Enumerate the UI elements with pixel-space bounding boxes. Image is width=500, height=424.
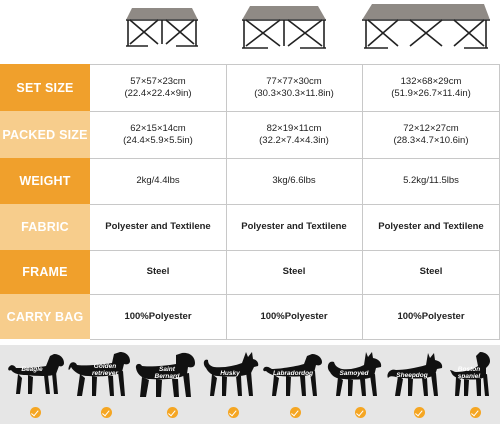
fabric-row: [0, 204, 500, 250]
check-icon: [228, 407, 239, 418]
table-cell: [90, 64, 226, 111]
packed-size-row: [0, 111, 500, 158]
grid-line: [226, 64, 227, 339]
cell-line: Steel: [282, 266, 306, 277]
small-bed-image: [118, 0, 206, 62]
set-size-row: [0, 64, 500, 111]
cell-line: Polyester and Textilene: [378, 221, 484, 232]
grid-line: [90, 294, 500, 295]
table-cell: [226, 158, 362, 204]
table-cell: [362, 204, 500, 250]
set-size-label: SET SIZE: [0, 64, 90, 111]
table-cell: [90, 111, 226, 158]
grid-line: [90, 339, 500, 340]
carry-bag-row: [0, 294, 500, 339]
table-cell: [226, 64, 362, 111]
table-cell: [90, 250, 226, 294]
cell-line: Steel: [419, 266, 443, 277]
frame-label: FRAME: [0, 250, 90, 294]
beagle-silhouette-icon: [6, 350, 66, 402]
cell-line: Polyester and Textilene: [105, 221, 211, 232]
dog-breed-label: Husky: [220, 370, 240, 377]
table-cell: [362, 64, 500, 111]
table-cell: [362, 158, 500, 204]
table-cell: [226, 294, 362, 339]
cell-line: 132×68×29cm: [400, 75, 462, 87]
cell-line: 3kg/6.6lbs: [272, 175, 316, 186]
grid-line: [90, 204, 500, 205]
check-icon: [30, 407, 41, 418]
table-cell: [362, 250, 500, 294]
dog-breed-label: Samoyed: [339, 370, 369, 377]
check-icon: [355, 407, 366, 418]
carry-bag-label: CARRY BAG: [0, 294, 90, 339]
cell-line: (28.3×4.7×10.6in): [393, 134, 469, 146]
cell-line: 57×57×23cm: [130, 75, 186, 87]
medium-bed-image: [234, 0, 334, 62]
cell-line: (24.4×5.9×5.5in): [123, 134, 193, 146]
check-icon: [470, 407, 481, 418]
packed-size-label: PACKED SIZE: [0, 111, 90, 158]
check-icon: [101, 407, 112, 418]
grid-line: [90, 250, 500, 251]
dog-breed-label: Labradordog: [272, 370, 314, 377]
check-icon: [167, 407, 178, 418]
cell-line: (30.3×30.3×11.8in): [254, 87, 334, 99]
weight-label: WEIGHT: [0, 158, 90, 204]
dog-breed-label: Beagle: [21, 366, 43, 373]
cell-line: 5.2kg/11.5lbs: [403, 175, 459, 186]
fabric-label: FABRIC: [0, 204, 90, 250]
cell-line: 100%Polyester: [260, 310, 328, 322]
check-icon: [414, 407, 425, 418]
cell-line: Steel: [146, 266, 170, 277]
table-cell: [226, 111, 362, 158]
grid-line: [90, 158, 500, 159]
cell-line: 77×77×30cm: [266, 75, 322, 87]
cell-line: Polyester and Textilene: [241, 221, 347, 232]
table-cell: [226, 250, 362, 294]
cell-line: (32.2×7.4×4.3in): [259, 134, 329, 146]
dog-breed-label: Boston spaniel: [457, 366, 481, 380]
check-icon: [290, 407, 301, 418]
dog-breed-label: Golden retriever: [91, 363, 119, 377]
table-cell: [90, 204, 226, 250]
grid-line: [362, 64, 363, 339]
table-cell: [362, 111, 500, 158]
cell-line: 72×12×27cm: [403, 122, 459, 134]
cell-line: 82×19×11cm: [266, 122, 322, 134]
cell-line: 100%Polyester: [397, 310, 465, 322]
dog-breed-label: Sheepdog: [396, 372, 428, 379]
cell-line: 2kg/4.4lbs: [136, 175, 180, 186]
cell-line: 62×15×14cm: [130, 122, 186, 134]
dog-breed-label: Saint Bernard: [154, 366, 180, 380]
grid-line: [90, 111, 500, 112]
table-cell: [226, 204, 362, 250]
table-cell: [90, 294, 226, 339]
cell-line: (22.4×22.4×9in): [124, 87, 192, 99]
cell-line: 100%Polyester: [124, 310, 192, 322]
frame-row: [0, 250, 500, 294]
grid-line: [90, 64, 500, 65]
cell-line: (51.9×26.7×11.4in): [391, 87, 471, 99]
weight-row: [0, 158, 500, 204]
table-cell: [90, 158, 226, 204]
large-bed-image: [358, 0, 494, 62]
table-cell: [362, 294, 500, 339]
